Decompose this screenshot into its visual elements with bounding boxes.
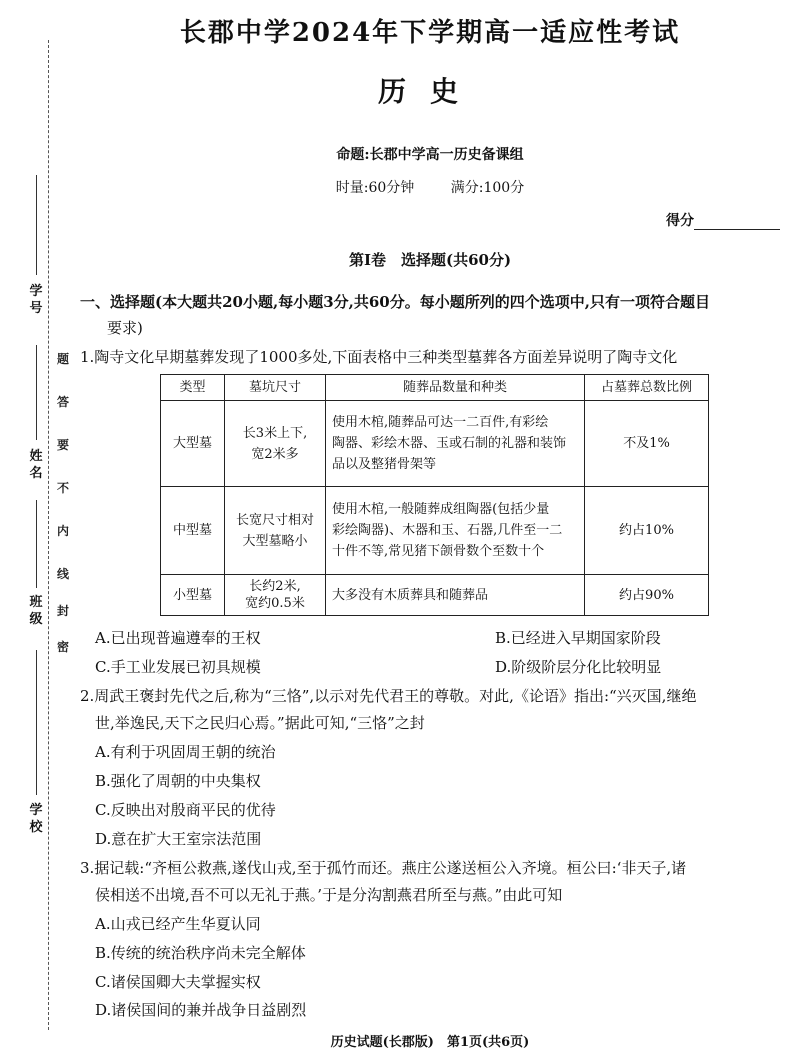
instructions-line-1: 一、选择题(本大题共20小题,每小题3分,共60分。每小题所列的四个选项中,只有一项符合题目 — [80, 293, 710, 311]
q3-option-b[interactable]: B.传统的统治秩序尚未完全解体 — [95, 944, 306, 962]
q2-option-b[interactable]: B.强化了周朝的中央集权 — [95, 772, 261, 790]
q1-option-c[interactable]: C.手工业发展已初具规模 — [95, 658, 261, 676]
tomb-type: 中型墓 — [161, 487, 225, 575]
table-header-cell: 类型 — [161, 375, 225, 401]
student-id-label: 学号 — [29, 284, 43, 316]
q2-option-c[interactable]: C.反映出对殷商平民的优待 — [95, 801, 276, 819]
q2-stem-line-1: 2.周武王褒封先代之后,称为“三恪”,以示对先代君王的尊敬。对此,《论语》指出:“兴灭国,继绝 — [80, 687, 697, 705]
instructions-line-2: 要求) — [107, 319, 143, 337]
seal-char: 内 — [56, 524, 69, 538]
table-row — [161, 487, 709, 575]
q1-option-a[interactable]: A.已出现普遍遵奉的王权 — [95, 629, 261, 647]
tomb-goods-line: 大多没有木质葬具和随葬品 — [332, 587, 489, 603]
score-field — [666, 210, 780, 230]
tomb-table — [160, 374, 709, 616]
table-header-row — [161, 375, 709, 401]
table-row — [161, 575, 709, 616]
q3-option-c[interactable]: C.诸侯国卿大夫掌握实权 — [95, 973, 261, 991]
tomb-goods — [326, 401, 585, 487]
tomb-size-line: 宽2米多 — [251, 446, 299, 462]
tomb-size-line: 长3米上下, — [242, 425, 308, 441]
tomb-ratio: 约占90% — [585, 575, 709, 616]
student-id-blank[interactable] — [36, 175, 37, 275]
tomb-goods-line: 品以及整猪骨架等 — [332, 457, 437, 472]
seal-char: 密 — [56, 640, 69, 654]
score-blank[interactable] — [694, 215, 780, 230]
tomb-size-line: 宽约0.5米 — [245, 596, 305, 611]
score-label: 得分 — [666, 213, 694, 229]
author-line: 命题:长郡中学高一历史备课组 — [336, 147, 524, 163]
seal-char: 要 — [56, 438, 69, 452]
tomb-type: 大型墓 — [161, 401, 225, 487]
seal-char: 线 — [56, 567, 69, 581]
tomb-goods-line: 十件不等,常见猪下颌骨数个至数十个 — [332, 544, 545, 559]
q2-stem-line-2: 世,举逸民,天下之民归心焉。”据此可知,“三恪”之封 — [95, 714, 425, 732]
tomb-goods-line: 陶器、彩绘木器、玉或石制的礼器和装饰 — [332, 436, 567, 451]
tomb-ratio: 约占10% — [585, 487, 709, 575]
exam-title: 长郡中学2024年下学期高一适应性考试 — [179, 18, 681, 48]
q3-stem-line-2: 侯相送不出境,吾不可以无礼于燕。’于是分沟割燕君所至与燕。”由此可知 — [95, 886, 563, 904]
q2-option-a[interactable]: A.有利于巩固周王朝的统治 — [95, 743, 276, 761]
q1-option-b[interactable]: B.已经进入早期国家阶段 — [495, 629, 661, 647]
full-score: 满分:100分 — [450, 180, 525, 196]
school-label: 学校 — [29, 803, 43, 835]
tomb-goods — [326, 575, 585, 616]
tomb-goods-line: 使用木棺,一般随葬成组陶器(包括少量 — [332, 502, 550, 517]
q2-option-d[interactable]: D.意在扩大王室宗法范围 — [95, 830, 262, 848]
tomb-goods-line: 使用木棺,随葬品可达一二百件,有彩绘 — [332, 415, 549, 430]
binding-dashed-line — [48, 40, 49, 1030]
tomb-goods — [326, 487, 585, 575]
tomb-size-line: 长约2米, — [249, 579, 301, 594]
seal-char: 答 — [56, 395, 69, 409]
time-score-line — [90, 177, 770, 197]
table-header-cell: 随葬品数量和种类 — [326, 375, 585, 401]
q3-option-a[interactable]: A.山戎已经产生华夏认同 — [95, 915, 261, 933]
seal-char: 封 — [56, 604, 69, 618]
tomb-size — [225, 401, 326, 487]
table-row — [161, 401, 709, 487]
tomb-ratio: 不及1% — [585, 401, 709, 487]
table-header-cell: 占墓葬总数比例 — [585, 375, 709, 401]
name-label: 姓名 — [29, 449, 43, 481]
tomb-goods-line: 彩绘陶器)、木器和玉、石器,几件至一二 — [332, 523, 563, 538]
class-label: 班级 — [29, 595, 43, 627]
section-title: 第Ⅰ卷 选择题(共60分) — [348, 251, 512, 269]
tomb-size-line: 大型墓略小 — [242, 533, 308, 549]
subject-title: 历史 — [377, 75, 482, 108]
school-blank[interactable] — [36, 650, 37, 795]
tomb-size — [225, 575, 326, 616]
q1-stem: 1.陶寺文化早期墓葬发现了1000多处,下面表格中三种类型墓葬各方面差异说明了陶寺文化 — [80, 348, 678, 366]
tomb-size — [225, 487, 326, 575]
time-limit: 时量:60分钟 — [335, 180, 415, 196]
page-footer: 历史试题(长郡版) 第1页(共6页) — [330, 1035, 530, 1050]
tomb-type: 小型墓 — [161, 575, 225, 616]
table-header-cell: 墓坑尺寸 — [225, 375, 326, 401]
class-blank[interactable] — [36, 500, 37, 588]
name-blank[interactable] — [36, 345, 37, 440]
q1-option-d[interactable]: D.阶级阶层分化比较明显 — [495, 658, 662, 676]
q3-stem-line-1: 3.据记载:“齐桓公救燕,遂伐山戎,至于孤竹而还。燕庄公遂送桓公入齐境。桓公曰:‘非天子,诸 — [80, 859, 687, 877]
seal-char: 题 — [56, 352, 69, 366]
q3-option-d[interactable]: D.诸侯国间的兼并战争日益剧烈 — [95, 1001, 307, 1019]
tomb-size-line: 长宽尺寸相对 — [235, 512, 314, 528]
seal-char: 不 — [56, 481, 69, 495]
